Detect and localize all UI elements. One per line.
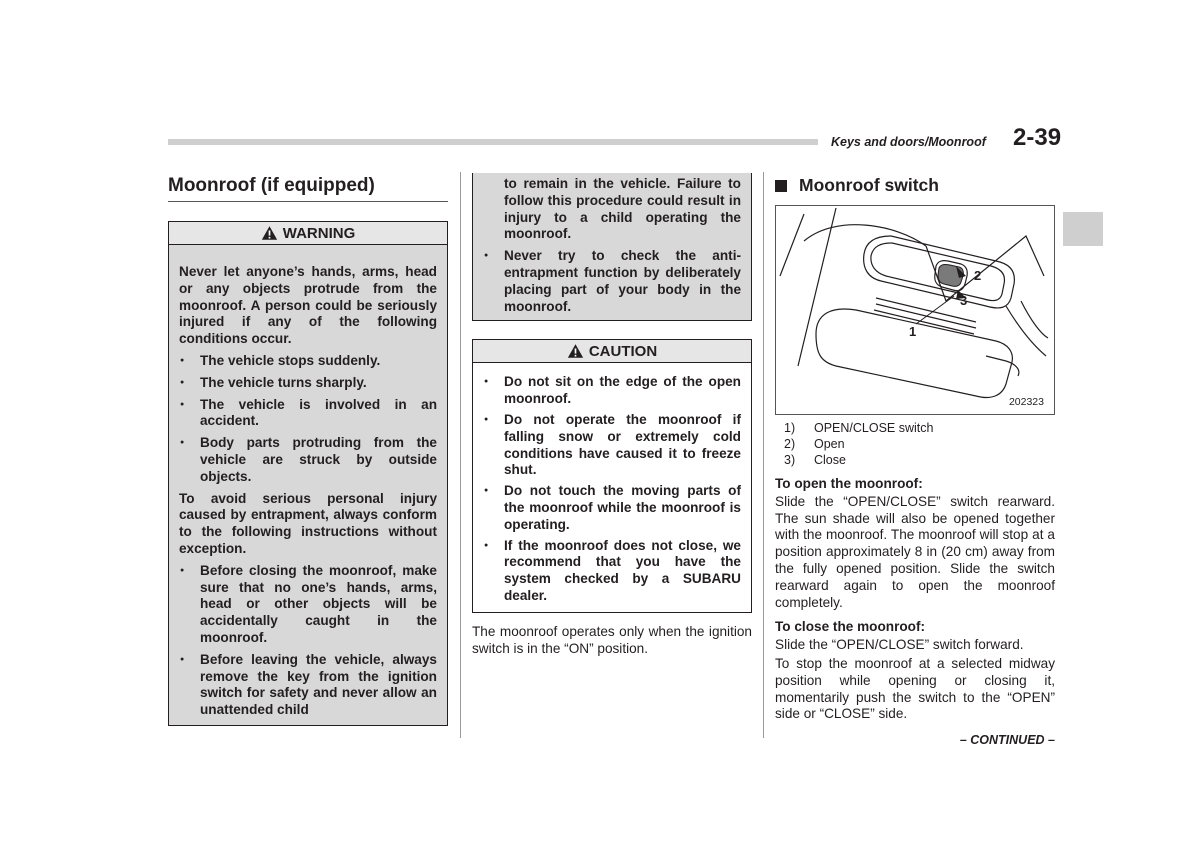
caution-label: CAUTION	[588, 342, 658, 360]
entrapment-intro: To avoid serious personal injury caused by entrapment, always conform to the following instructions without exception.	[179, 490, 437, 556]
column-divider	[763, 172, 764, 738]
caution-box	[472, 339, 752, 612]
column-divider	[460, 172, 461, 738]
list-item: ● Do not sit on the edge of the open moonroof.	[483, 374, 741, 408]
warning-label: WARNING	[282, 224, 356, 242]
page-number: 2-39	[1013, 124, 1062, 151]
caution-body	[472, 363, 752, 612]
page-title: Moonroof (if equipped)	[168, 175, 448, 202]
warning-icon	[261, 225, 278, 241]
moonroof-switch-figure	[775, 205, 1055, 415]
figure-code: 202323	[1008, 396, 1044, 408]
legend-item	[775, 452, 1055, 468]
close-heading: To close the moonroof:	[775, 619, 926, 635]
caution-header	[472, 339, 752, 363]
open-heading: To open the moonroof:	[775, 476, 923, 491]
list-item: ● The vehicle stops suddenly.	[179, 353, 437, 370]
condition-list	[179, 353, 437, 486]
legend-number: 3)	[784, 453, 796, 467]
warning-header	[168, 221, 448, 245]
right-column	[775, 173, 1055, 747]
section-title	[775, 175, 1055, 196]
left-column	[168, 173, 448, 726]
list-item: ● Never try to check the anti-entrapment function by deliberately placing part of your body in the moonroof.	[483, 248, 741, 315]
header-section-title: Keys and doors/Moonroof	[831, 135, 986, 149]
caution-icon	[567, 343, 584, 359]
header-rule	[168, 139, 818, 145]
legend-text: Close	[814, 453, 846, 467]
list-item: ● Do not operate the moonroof if falling snow or extremely cold conditions have caused it to freeze shut.	[483, 412, 741, 479]
legend-number: 1)	[784, 421, 796, 435]
legend-item	[775, 420, 1055, 436]
ignition-note: The moonroof operates only when the ignition switch is in the “ON” position.	[472, 623, 752, 656]
legend-number: 2)	[784, 437, 796, 451]
list-item: ● The vehicle turns sharply.	[179, 375, 437, 392]
list-item: ● If the moonroof does not close, we recommend that you have the system checked by a SUBARU dealer.	[483, 538, 741, 605]
section-title-text: Moonroof switch	[799, 175, 939, 195]
figure-legend	[775, 420, 1055, 468]
figure-callout: 2	[974, 268, 982, 283]
list-item: ● Before closing the moonroof, make sure that no one’s hands, arms, head or other objects will be accidentally caught in the moonroof.	[179, 563, 437, 647]
warning-intro: Never let anyone’s hands, arms, head or any objects protrude from the moonroof. A person could be seriously injured if any of the following conditions occur.	[179, 264, 437, 347]
instruction-list	[179, 563, 437, 719]
list-item: ● The vehicle is involved in an accident.	[179, 397, 437, 431]
legend-text: OPEN/CLOSE switch	[814, 421, 934, 435]
section-square-icon	[775, 180, 787, 192]
middle-column	[472, 173, 752, 657]
legend-text: Open	[814, 437, 845, 451]
open-text: Slide the “OPEN/CLOSE” switch rearward. The sun shade will also be opened together with the moonroof. The moonroof will stop at a position approximately 8 in (20 cm) away from the fully opened position. Slide the switch rearward again to open the moonroof completely.	[775, 493, 1055, 610]
list-item: ● Body parts protruding from the vehicle are struck by outside objects.	[179, 435, 437, 485]
figure-callout: 1	[909, 324, 917, 339]
warning-continued-text: to remain in the vehicle. Failure to follow this procedure could result in injury to a child operating the moonroof.	[504, 176, 741, 242]
figure-callout: 3	[960, 293, 968, 308]
stop-text: To stop the moonroof at a selected midway position while opening or closing it, momentarily push the switch to the “OPEN” side or “CLOSE” side.	[775, 655, 1055, 722]
warning-continued-body	[472, 173, 752, 321]
warning-more-list	[483, 248, 741, 315]
legend-item	[775, 436, 1055, 452]
close-text: Slide the “OPEN/CLOSE” switch forward.	[775, 637, 1024, 653]
warning-body	[168, 245, 448, 726]
overhead-console-illustration	[776, 206, 1054, 414]
chapter-tab	[1063, 212, 1103, 246]
caution-list	[483, 374, 741, 604]
list-item: ● Do not touch the moving parts of the moonroof while the moonroof is operating.	[483, 483, 741, 533]
list-item: ● Before leaving the vehicle, always remove the key from the ignition switch for safety and never allow an unattended child	[179, 652, 437, 719]
continued-marker: – CONTINUED –	[959, 733, 1055, 747]
